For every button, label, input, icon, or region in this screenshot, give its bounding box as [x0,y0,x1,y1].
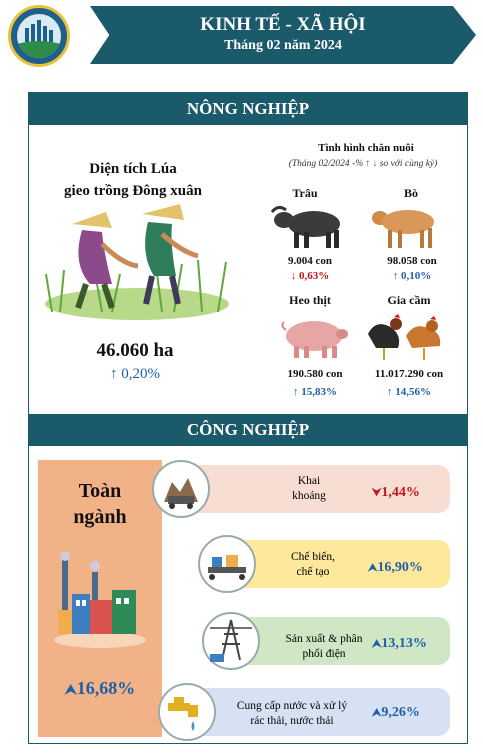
electricity-icon [202,612,260,670]
livestock-title: Tình hình chăn nuôi [318,142,414,154]
livestock-subtitle: (Tháng 02/2024 -% ↑ ↓ so với cùng kỳ) [288,159,438,169]
buffalo-icon [268,202,348,250]
poultry-count: 11.017.290 con [374,368,444,380]
page-title: KINH TẾ - XÃ HỘI [200,14,366,35]
water-waste-label: Cung cấp nước và xử lý rác thải, nước thải [236,700,348,727]
water-waste-value: ⮝9,26% [372,705,420,720]
rice-farmers-illustration [42,204,232,322]
cow-change: ↑ 0,10% [392,270,432,282]
trend-up-icon: ⮝ [372,638,382,650]
poultry-icon [362,314,448,362]
arrow-up-icon: ↑ [293,386,299,398]
industry-total-label: Toàn ngành [73,480,127,528]
logo-icon [8,5,70,67]
pig-label: Heo thịt [289,293,331,307]
cow-icon [370,202,440,250]
electricity-label: Sản xuất & phân phối điện [285,633,363,660]
trend-up-icon: ⮝ [372,707,382,719]
pig-change: ↑ 15,83% [293,386,337,398]
rice-area-value: 46.060 ha [96,340,174,361]
electricity-value: ⮝13,13% [372,636,427,651]
arrow-up-icon: ↑ [110,366,118,382]
buffalo-label: Trâu [292,186,318,200]
mining-value: ⮟1,44% [372,485,420,500]
pig-icon [280,316,350,360]
agriculture-section-title: NÔNG NGHIỆP [29,93,467,125]
manufacturing-value: ⮝16,90% [368,560,423,575]
cow-count: 98.058 con [387,255,437,267]
factory-icon [52,550,148,650]
mining-label: Khai khoáng [292,475,326,502]
cow-label: Bò [403,186,418,200]
industry-section-title: CÔNG NGHIỆP [29,414,467,446]
manufacturing-label: Chế biến, chế tạo [290,551,336,578]
trend-down-icon: ⮟ [372,487,382,499]
poultry-label: Gia cầm [387,293,431,307]
mining-icon [152,460,210,518]
arrow-down-icon: ↓ [372,159,378,169]
trend-up-icon: ⮝ [368,562,378,574]
buffalo-change: ↓ 0,63% [290,270,330,282]
trend-up-icon: ⮝ [64,683,77,698]
arrow-up-icon: ↑ [387,386,393,398]
page-subtitle: Tháng 02 năm 2024 [224,38,342,53]
poultry-change: ↑ 14,56% [387,386,431,398]
arrow-up-icon: ↑ [392,270,399,282]
arrow-up-icon: ↑ [365,159,371,169]
water-tap-icon [158,683,216,741]
pig-count: 190.580 con [287,368,343,380]
industry-total-value: ⮝16,68% [64,678,136,698]
buffalo-count: 9.004 con [288,255,332,267]
rice-area-change: ↑ 0,20% [110,366,160,382]
rice-title: Diện tích Lúa gieo trồng Đông xuân [64,161,202,199]
manufacturing-icon [198,535,256,593]
arrow-down-icon: ↓ [290,270,297,282]
